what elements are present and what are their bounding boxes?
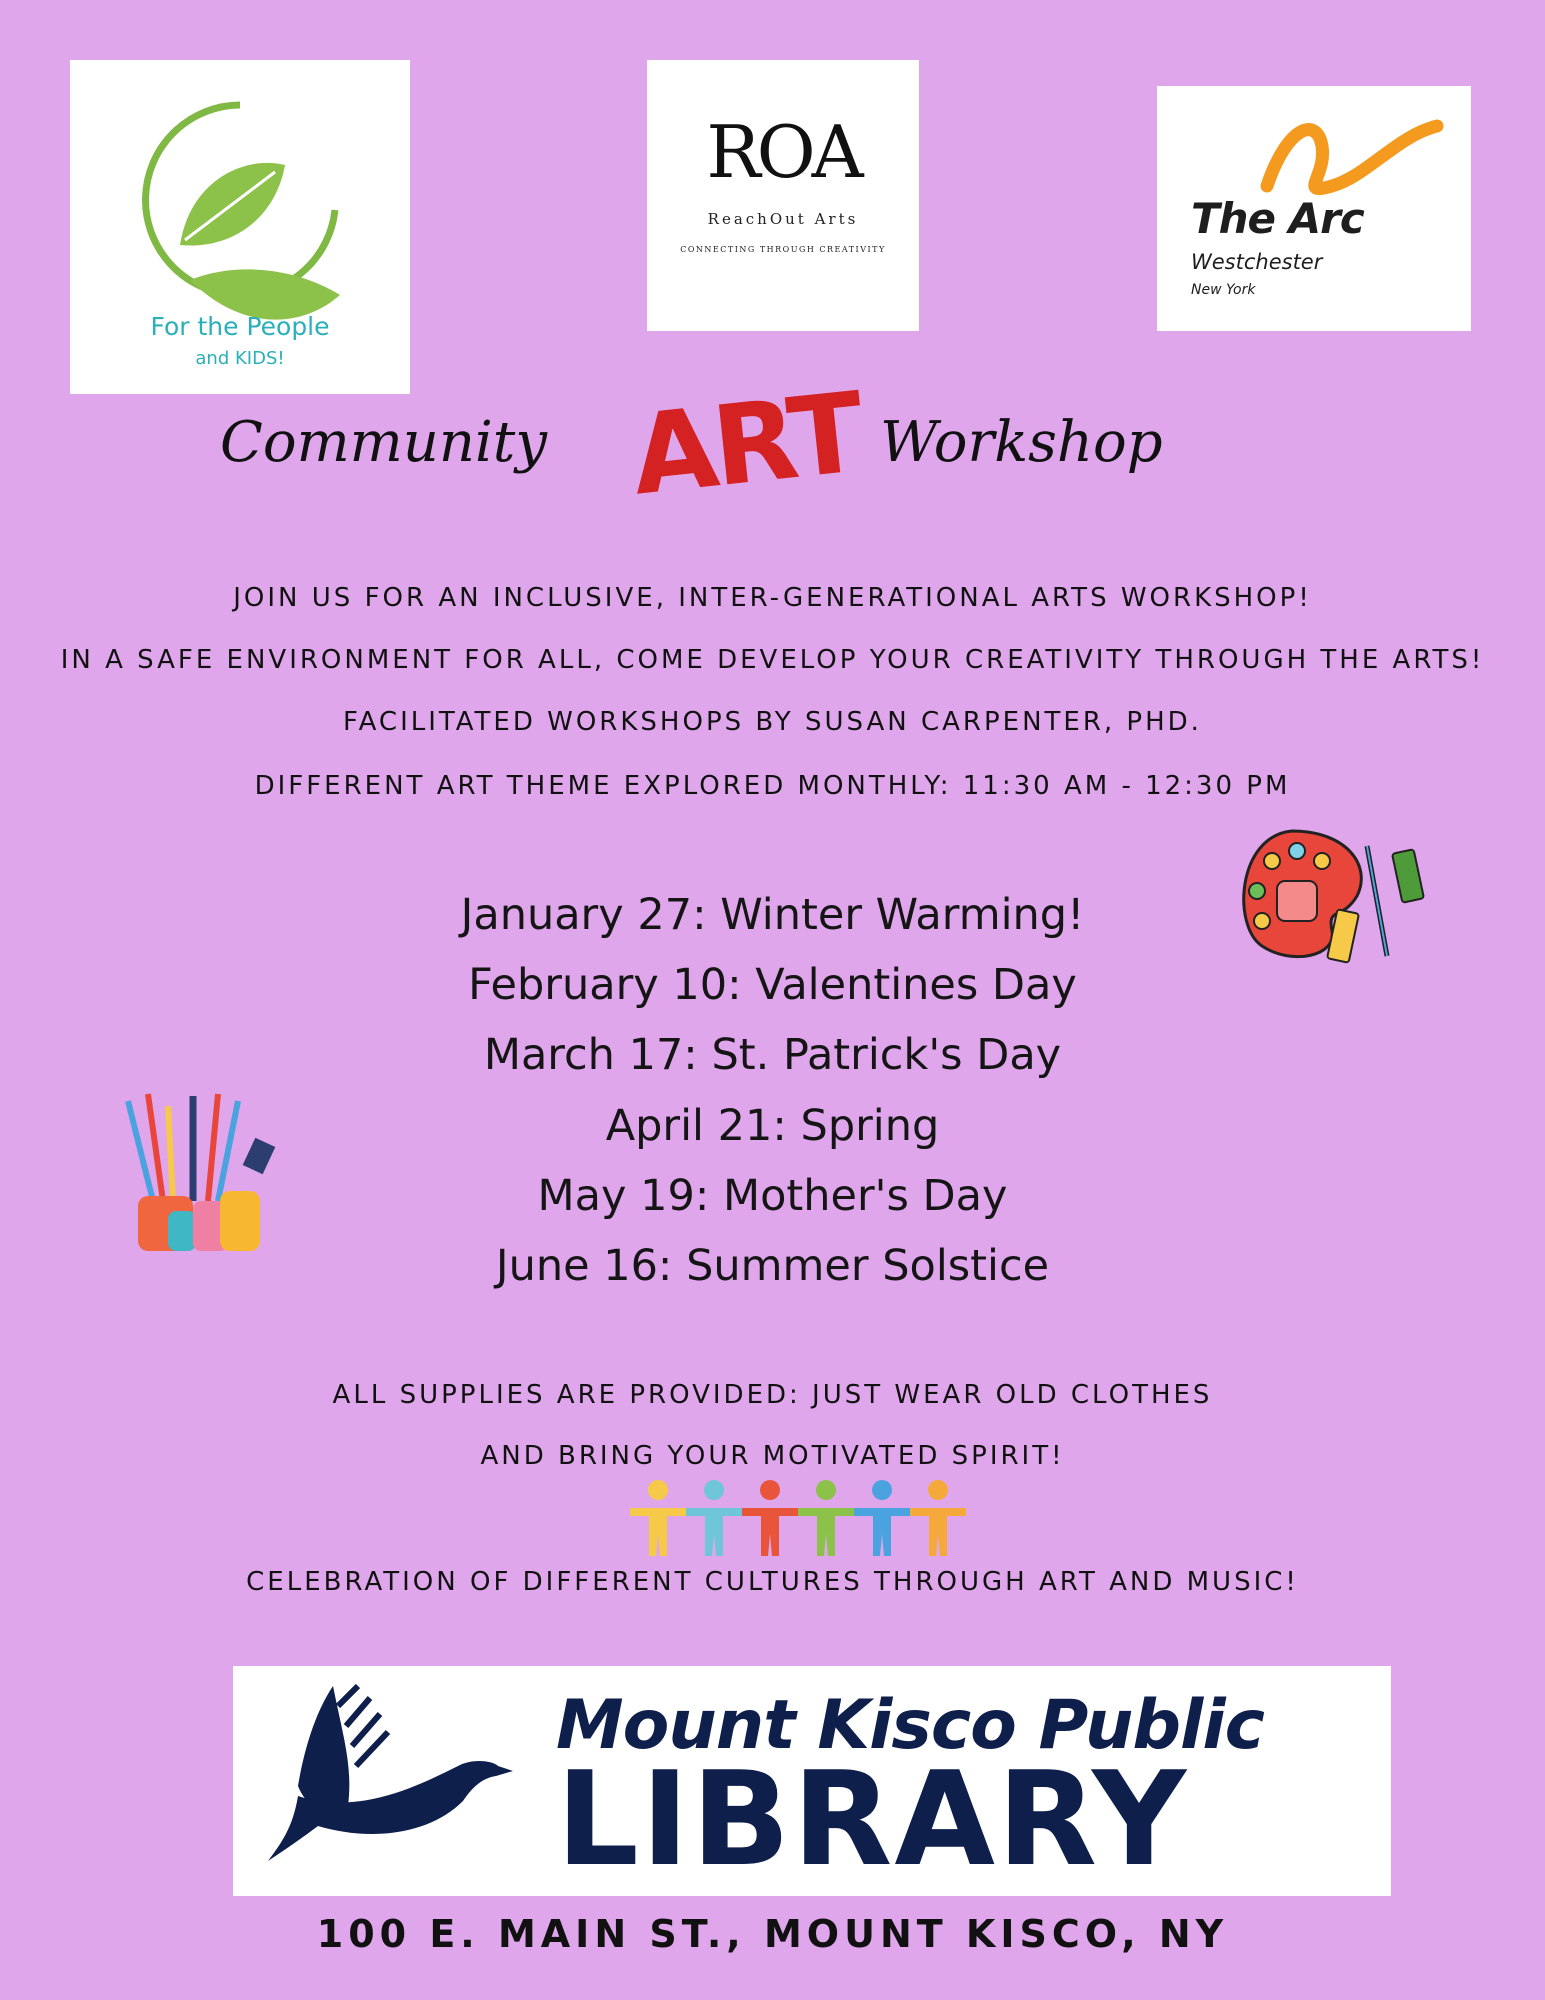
brush-jar-icon bbox=[108, 1086, 278, 1256]
supplies-line-2: AND BRING YOUR MOTIVATED SPIRIT! bbox=[480, 1441, 1065, 1471]
address: 100 E. MAIN ST., MOUNT KISCO, NY bbox=[316, 1912, 1229, 1956]
heading-art: ART bbox=[625, 368, 867, 520]
roa-mark: ROA bbox=[706, 110, 860, 194]
info-line-2: IN A SAFE ENVIRONMENT FOR ALL, COME DEVELOP YOUR CREATIVITY THROUGH THE ARTS! bbox=[60, 645, 1485, 675]
page-title bbox=[0, 368, 1545, 550]
roa-name: ReachOut Arts bbox=[707, 210, 859, 228]
supplies-line-1: ALL SUPPLIES ARE PROVIDED: JUST WEAR OLD CLOTHES bbox=[332, 1380, 1213, 1410]
person-figure bbox=[630, 1480, 686, 1556]
celebration-line: CELEBRATION OF DIFFERENT CULTURES THROUGH ART AND MUSIC! bbox=[246, 1567, 1299, 1597]
roa-tagline: CONNECTING THROUGH CREATIVITY bbox=[680, 245, 886, 254]
schedule-item: January 27: Winter Warming! bbox=[460, 890, 1085, 940]
library-line2: LIBRARY bbox=[556, 1743, 1189, 1895]
arc-location: New York bbox=[1191, 282, 1256, 298]
person-figure bbox=[910, 1480, 966, 1556]
heading-left: Community bbox=[220, 410, 547, 475]
bird-icon bbox=[258, 1666, 538, 1896]
info-line-1: JOIN US FOR AN INCLUSIVE, INTER-GENERATIONAL ARTS WORKSHOP! bbox=[233, 583, 1312, 613]
people-chain-icon bbox=[630, 1478, 970, 1560]
library-banner bbox=[233, 1666, 1391, 1896]
arc-title: The Arc bbox=[1191, 194, 1364, 243]
for-the-people-logo bbox=[70, 60, 410, 394]
person-figure bbox=[686, 1480, 742, 1556]
arc-sub: Westchester bbox=[1191, 250, 1323, 274]
person-figure bbox=[798, 1480, 854, 1556]
person-figure bbox=[742, 1480, 798, 1556]
reachout-arts-logo bbox=[647, 60, 919, 331]
schedule-item: April 21: Spring bbox=[605, 1101, 940, 1151]
schedule-item: June 16: Summer Solstice bbox=[495, 1241, 1050, 1291]
schedule-item: March 17: St. Patrick's Day bbox=[483, 1030, 1062, 1080]
schedule-item: May 19: Mother's Day bbox=[537, 1171, 1008, 1221]
info-line-4: DIFFERENT ART THEME EXPLORED MONTHLY: 11:30 AM - 12:30 PM bbox=[254, 771, 1291, 801]
ftp-line2: and KIDS! bbox=[195, 348, 285, 369]
info-line-3: FACILITATED WORKSHOPS BY SUSAN CARPENTER, PHD. bbox=[343, 707, 1202, 737]
ftp-line1: For the People bbox=[150, 312, 330, 341]
heading-right: Workshop bbox=[880, 410, 1163, 475]
schedule-item: February 10: Valentines Day bbox=[468, 960, 1077, 1010]
leaf-logo-icon bbox=[70, 60, 410, 394]
person-figure bbox=[854, 1480, 910, 1556]
the-arc-logo bbox=[1157, 86, 1471, 331]
library-line1: Mount Kisco Public bbox=[556, 1686, 1264, 1765]
